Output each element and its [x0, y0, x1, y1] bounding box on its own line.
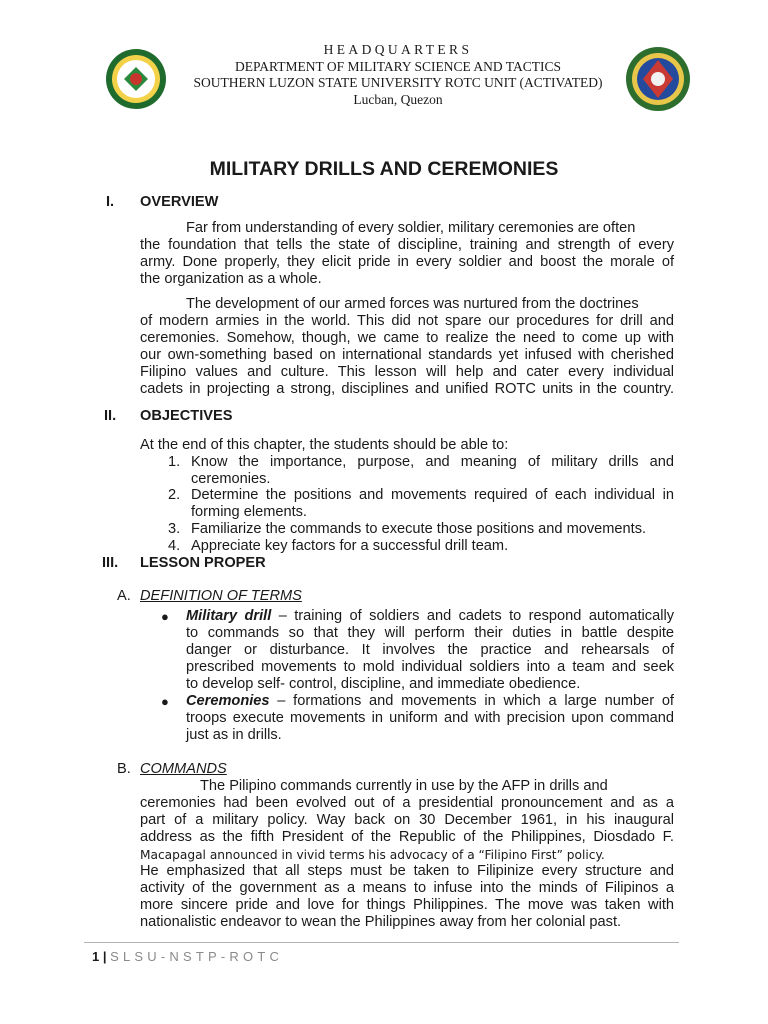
paragraph-line: part of a military policy. Way back on 30 December 1961, in his inaugural — [140, 812, 674, 828]
definition-text: – formations and movements in which a large number of — [269, 693, 674, 709]
paragraph-line: The Pilipino commands currently in use by the AFP in drills and — [200, 778, 608, 794]
paragraph-line: The development of our armed forces was nurtured from the doctrines — [186, 296, 639, 312]
subsection-letter: A. — [117, 588, 131, 604]
list-number: 2. — [168, 487, 181, 503]
definition-line: prescribed movements to mold individual soldiers into a team and seek — [186, 659, 674, 675]
list-number: 3. — [168, 521, 181, 537]
section-heading: OVERVIEW — [140, 194, 219, 210]
paragraph-line: He emphasized that all steps must be taken to Filipinize every structure and — [140, 863, 674, 879]
section-heading: OBJECTIVES — [140, 408, 233, 424]
term: Ceremonies — [186, 693, 270, 709]
paragraph-line: Macapagal announced in vivid terms his advocacy of a “Filipino First” policy. — [140, 848, 605, 862]
section-number: I. — [106, 194, 115, 210]
paragraph-line: nationalistic endeavor to wean the Philippines away from her colonial past. — [140, 914, 622, 930]
definition-line — [186, 693, 674, 710]
subsection-heading: COMMANDS — [140, 761, 227, 777]
list-item: Know the importance, purpose, and meaning of military drills and — [191, 454, 674, 470]
definition-line: troops execute movements in uniform and with precision upon command — [186, 710, 674, 726]
subsection-heading: DEFINITION OF TERMS — [140, 588, 302, 604]
paragraph-line: ceremonies. Somehow, though, we came to realize the need to come up with — [140, 330, 674, 346]
paragraph-line: army. Done properly, they elicit pride in every soldier and boost the morale of — [140, 254, 674, 270]
footer-divider — [84, 942, 679, 943]
page-number: 1 — [92, 949, 100, 964]
letterhead — [170, 42, 626, 108]
slsu-seal-icon — [105, 48, 167, 110]
page-title: MILITARY DRILLS AND CEREMONIES — [209, 158, 559, 180]
paragraph-line: the organization as a whole. — [140, 271, 322, 287]
footer-org: SLSU-NSTP-ROTC — [110, 949, 284, 964]
definition-line: danger or disturbance. It involves the practice and rehearsals of — [186, 642, 674, 658]
bullet-icon: ● — [161, 609, 169, 624]
paragraph-line: the foundation that tells the state of discipline, training and strength of every — [140, 237, 674, 253]
paragraph-line: activity of the government as a means to infuse into the minds of Filipinos a — [140, 880, 674, 896]
letterhead-location: Lucban, Quezon — [353, 91, 443, 107]
list-item-cont: ceremonies. — [191, 471, 271, 487]
letterhead-unit: SOUTHERN LUZON STATE UNIVERSITY ROTC UNIT (ACTIVATED) — [193, 75, 603, 90]
definition-line: to commands so that they will perform their duties in battle despite — [186, 625, 674, 641]
footer-separator: | — [102, 949, 107, 964]
list-item-cont: forming elements. — [191, 504, 307, 520]
list-item: Appreciate key factors for a successful drill team. — [191, 538, 509, 554]
section-number: III. — [102, 555, 119, 571]
paragraph-line: of modern armies in the world. This did not spare our procedures for drill and — [140, 313, 674, 329]
subsection-letter: B. — [117, 761, 131, 777]
list-number: 1. — [168, 454, 181, 470]
paragraph-line: Filipino values and culture. This lesson will help and cater every individual — [140, 364, 674, 380]
rotc-seal-icon — [625, 46, 691, 112]
paragraph-line: Far from understanding of every soldier, military ceremonies are often — [186, 220, 636, 236]
term: Military drill — [186, 608, 272, 624]
definition-line: just as in drills. — [186, 727, 282, 743]
section-number: II. — [104, 408, 117, 424]
paragraph-line: our own-something based on international standards yet infused with cherished — [140, 347, 674, 363]
list-item: Familiarize the commands to execute those positions and movements. — [191, 521, 647, 537]
bullet-icon: ● — [161, 694, 169, 709]
definition-line — [186, 608, 674, 625]
paragraph-line: more sincere pride and love for things Philippines. The move was taken with — [140, 897, 674, 913]
objectives-intro: At the end of this chapter, the students should be able to: — [140, 437, 509, 453]
letterhead-headquarters: HEADQUARTERS — [323, 42, 473, 57]
list-number: 4. — [168, 538, 181, 554]
definition-line: to develop self- control, discipline, and immediate obedience. — [186, 676, 581, 692]
letterhead-department: DEPARTMENT OF MILITARY SCIENCE AND TACTICS — [235, 58, 561, 74]
paragraph-line: address as the fifth President of the Republic of the Philippines, Diosdado F. — [140, 829, 674, 845]
definition-text: – training of soldiers and cadets to respond automatically — [271, 608, 674, 624]
page-footer — [92, 949, 283, 964]
paragraph-line: ceremonies had been evolved out of a presidential pronouncement and as a — [140, 795, 674, 811]
paragraph-line: cadets in projecting a strong, disciplines and unified ROTC units in the country. — [140, 381, 674, 397]
section-heading: LESSON PROPER — [140, 555, 266, 571]
list-item: Determine the positions and movements required of each individual in — [191, 487, 674, 503]
